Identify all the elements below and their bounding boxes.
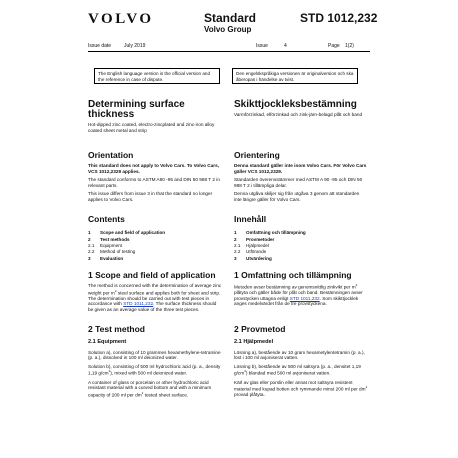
toc-number: 1 xyxy=(234,230,237,235)
toc-sv xyxy=(234,230,368,270)
toc-title: Evaluation xyxy=(100,256,124,261)
notice-box-en xyxy=(94,68,220,84)
volvo-logo: VOLVO xyxy=(88,11,154,27)
test-heading-en: 2 Test method xyxy=(88,324,145,334)
toc-number: 3 xyxy=(234,256,237,261)
notice-sv: Den engelskspråkiga versionen är originalversion och ska åberopas i händelse av tvist. xyxy=(236,71,354,82)
toc-number: 1 xyxy=(88,230,91,235)
orientation-en xyxy=(88,151,222,203)
orientation-heading-sv: Orientering xyxy=(234,150,280,160)
scope-text-sv: Metoden avser bestämning av genomsnittlig zinkvikt per $m^2$ plåtyta och gäller både för plåt och band. Bestämningen avser provstycken uttagna enligt STD 1011,232. Som skikttjocklek anges medelvärdet från de tre provstyckena. xyxy=(234,283,363,307)
sv-toc-item[interactable] xyxy=(234,230,368,235)
sv-toc-item[interactable] xyxy=(234,249,368,254)
orientation-bold-en: This standard does not apply to Volvo Cars. To Volvo Cars, VCS 1012,2329 applies. xyxy=(88,163,220,174)
sv-toc-item[interactable] xyxy=(234,256,368,261)
notice-box-sv xyxy=(232,68,358,84)
notice-en: The English language version is the official version and the reference in case of dispute. xyxy=(98,71,211,82)
scope-heading-en: 1 Scope and field of application xyxy=(88,270,216,280)
solution-a-en: Solution a), consisting of 10 grammes hexamethylene-tetramine (p. a.), dissolved in 100 ml deionized water. xyxy=(88,349,221,361)
toc-number: 2.2 xyxy=(234,249,241,254)
orientation-p3-sv: Denna utgåva skiljer sig från utgåva 3 genom att standarden inte längre gäller för Volvo Cars. xyxy=(234,191,360,202)
orientation-sv xyxy=(234,151,368,203)
container-en: A container of glass or porcelain or other hydrochloric acid resistant material with a curved bottom and with a minimum capacity of 200 ml per $dm^2$ tested sheet surface. xyxy=(88,379,212,398)
orientation-p3-en: This issue differs from issue 3 in that the standard no longer applies to Volvo Cars. xyxy=(88,191,213,202)
toc-title: Test methods xyxy=(100,237,130,242)
toc-title: Utvärdering xyxy=(246,256,272,261)
std-link-en[interactable]: STD 1011,232 xyxy=(123,301,154,307)
scope-text-en: The method is concerned with the determination of average zinc weight per $m^2$ steel surface and applies both for sheet and strip. The determination should be carried out with test pieces in accordance with STD 1011,232. The surface thickness should be given as an average value of the three test pieces. xyxy=(88,283,222,312)
en-toc-item[interactable] xyxy=(88,249,222,254)
toc-title: Hjälpmedel xyxy=(246,243,269,248)
equipment-heading-en: 2.1 Equipment xyxy=(88,339,127,345)
toc-number: 2.1 xyxy=(88,243,95,248)
toc-number: 2.1 xyxy=(234,243,241,248)
subtitle-en: Hot-dipped zinc coated, electro-zincplated and zinc-iron alloy coated sheet metal and strip xyxy=(88,122,215,133)
toc-title: Provmetoder xyxy=(246,237,275,242)
swedish-column xyxy=(234,100,368,118)
contents-heading-en: Contents xyxy=(88,214,125,224)
standard-label: Standard xyxy=(204,11,257,25)
orientation-p2-sv: Standarden överensstämmer med ASTM A 90 -95 och DIN 50 988 T 2 i tillämpliga delar. xyxy=(234,177,363,188)
issue-number: 4 xyxy=(284,43,287,49)
issue-date: July 2019 xyxy=(124,43,146,49)
en-toc-item[interactable] xyxy=(88,256,222,261)
scope-en xyxy=(88,271,222,313)
toc-number: 2 xyxy=(234,237,237,242)
toc-title: Omfattning och tillämpning xyxy=(246,230,306,235)
contents-sv xyxy=(234,215,368,224)
container-sv: Kärl av glas eller porslin eller annat mot saltsyra resistent material med kupad botten och rymmande minst 200 ml per $dm^2$ provad plåtyta. xyxy=(234,379,368,398)
en-toc-item[interactable] xyxy=(88,237,222,242)
toc-en xyxy=(88,230,222,270)
orientation-heading-en: Orientation xyxy=(88,150,134,160)
title-sv: Skikttjockleksbestämning xyxy=(234,99,357,110)
sv-toc-item[interactable] xyxy=(234,243,368,248)
toc-number: 2 xyxy=(88,237,91,242)
std-link-sv[interactable]: STD 1011,232 xyxy=(289,295,320,301)
header-rule xyxy=(88,51,370,52)
en-toc-item[interactable] xyxy=(88,243,222,248)
orientation-p2-en: The standard conforms to ASTM A90 -95 and DIN 50 988 T 2 in relevant parts. xyxy=(88,177,220,188)
toc-number: 2.2 xyxy=(88,249,95,254)
page-number: 1(2) xyxy=(345,43,354,49)
toc-title: Utförande xyxy=(246,249,267,254)
title-en: Determining surface thickness xyxy=(88,99,185,120)
test-heading-sv: 2 Provmetod xyxy=(234,324,286,334)
english-column xyxy=(88,100,222,133)
contents-en xyxy=(88,215,222,224)
test-method-sv xyxy=(234,325,368,398)
orientation-bold-sv: Denna standard gäller inte inom Volvo Cars. För Volvo Cars gäller VCS 1012,2329. xyxy=(234,163,367,174)
contents-heading-sv: Innehåll xyxy=(234,214,267,224)
equipment-heading-sv: 2.1 Hjälpmedel xyxy=(234,339,274,345)
group-label: Volvo Group xyxy=(204,25,252,34)
solution-a-sv: Lösning a), bestående av 10 gram hexametylentetramin (p. a.), löst i 100 ml avjoniserat vatten. xyxy=(234,349,365,361)
toc-title: Method of testing xyxy=(100,249,136,254)
standard-number: STD 1012,232 xyxy=(300,11,378,25)
solution-b-sv: Lösning b), bestående av 500 ml saltsyra (p. a., densitet 1,19 $g/cm^3$) blandad med 500 ml avjoniserat vatten. xyxy=(234,363,361,376)
scope-heading-sv: 1 Omfattning och tillämpning xyxy=(234,270,352,280)
scope-sv xyxy=(234,271,368,307)
solution-b-en: Solution b), consisting of 500 ml hydrochloric acid (p. a., density 1,19 $g/cm^3$), mixed with 500 ml deionized water. xyxy=(88,363,221,376)
issue-label: Issue xyxy=(256,43,268,49)
page-label: Page xyxy=(328,43,340,49)
sv-toc-item[interactable] xyxy=(234,237,368,242)
en-toc-item[interactable] xyxy=(88,230,222,235)
toc-number: 3 xyxy=(88,256,91,261)
toc-title: Scope and field of application xyxy=(100,230,166,235)
subtitle-sv: Varmförzinkad, elförzinkad och zink-järn-belagd plåt och band xyxy=(234,112,363,117)
toc-title: Equipment xyxy=(100,243,122,248)
test-method-en xyxy=(88,325,222,398)
issue-date-label: Issue date xyxy=(88,43,112,49)
